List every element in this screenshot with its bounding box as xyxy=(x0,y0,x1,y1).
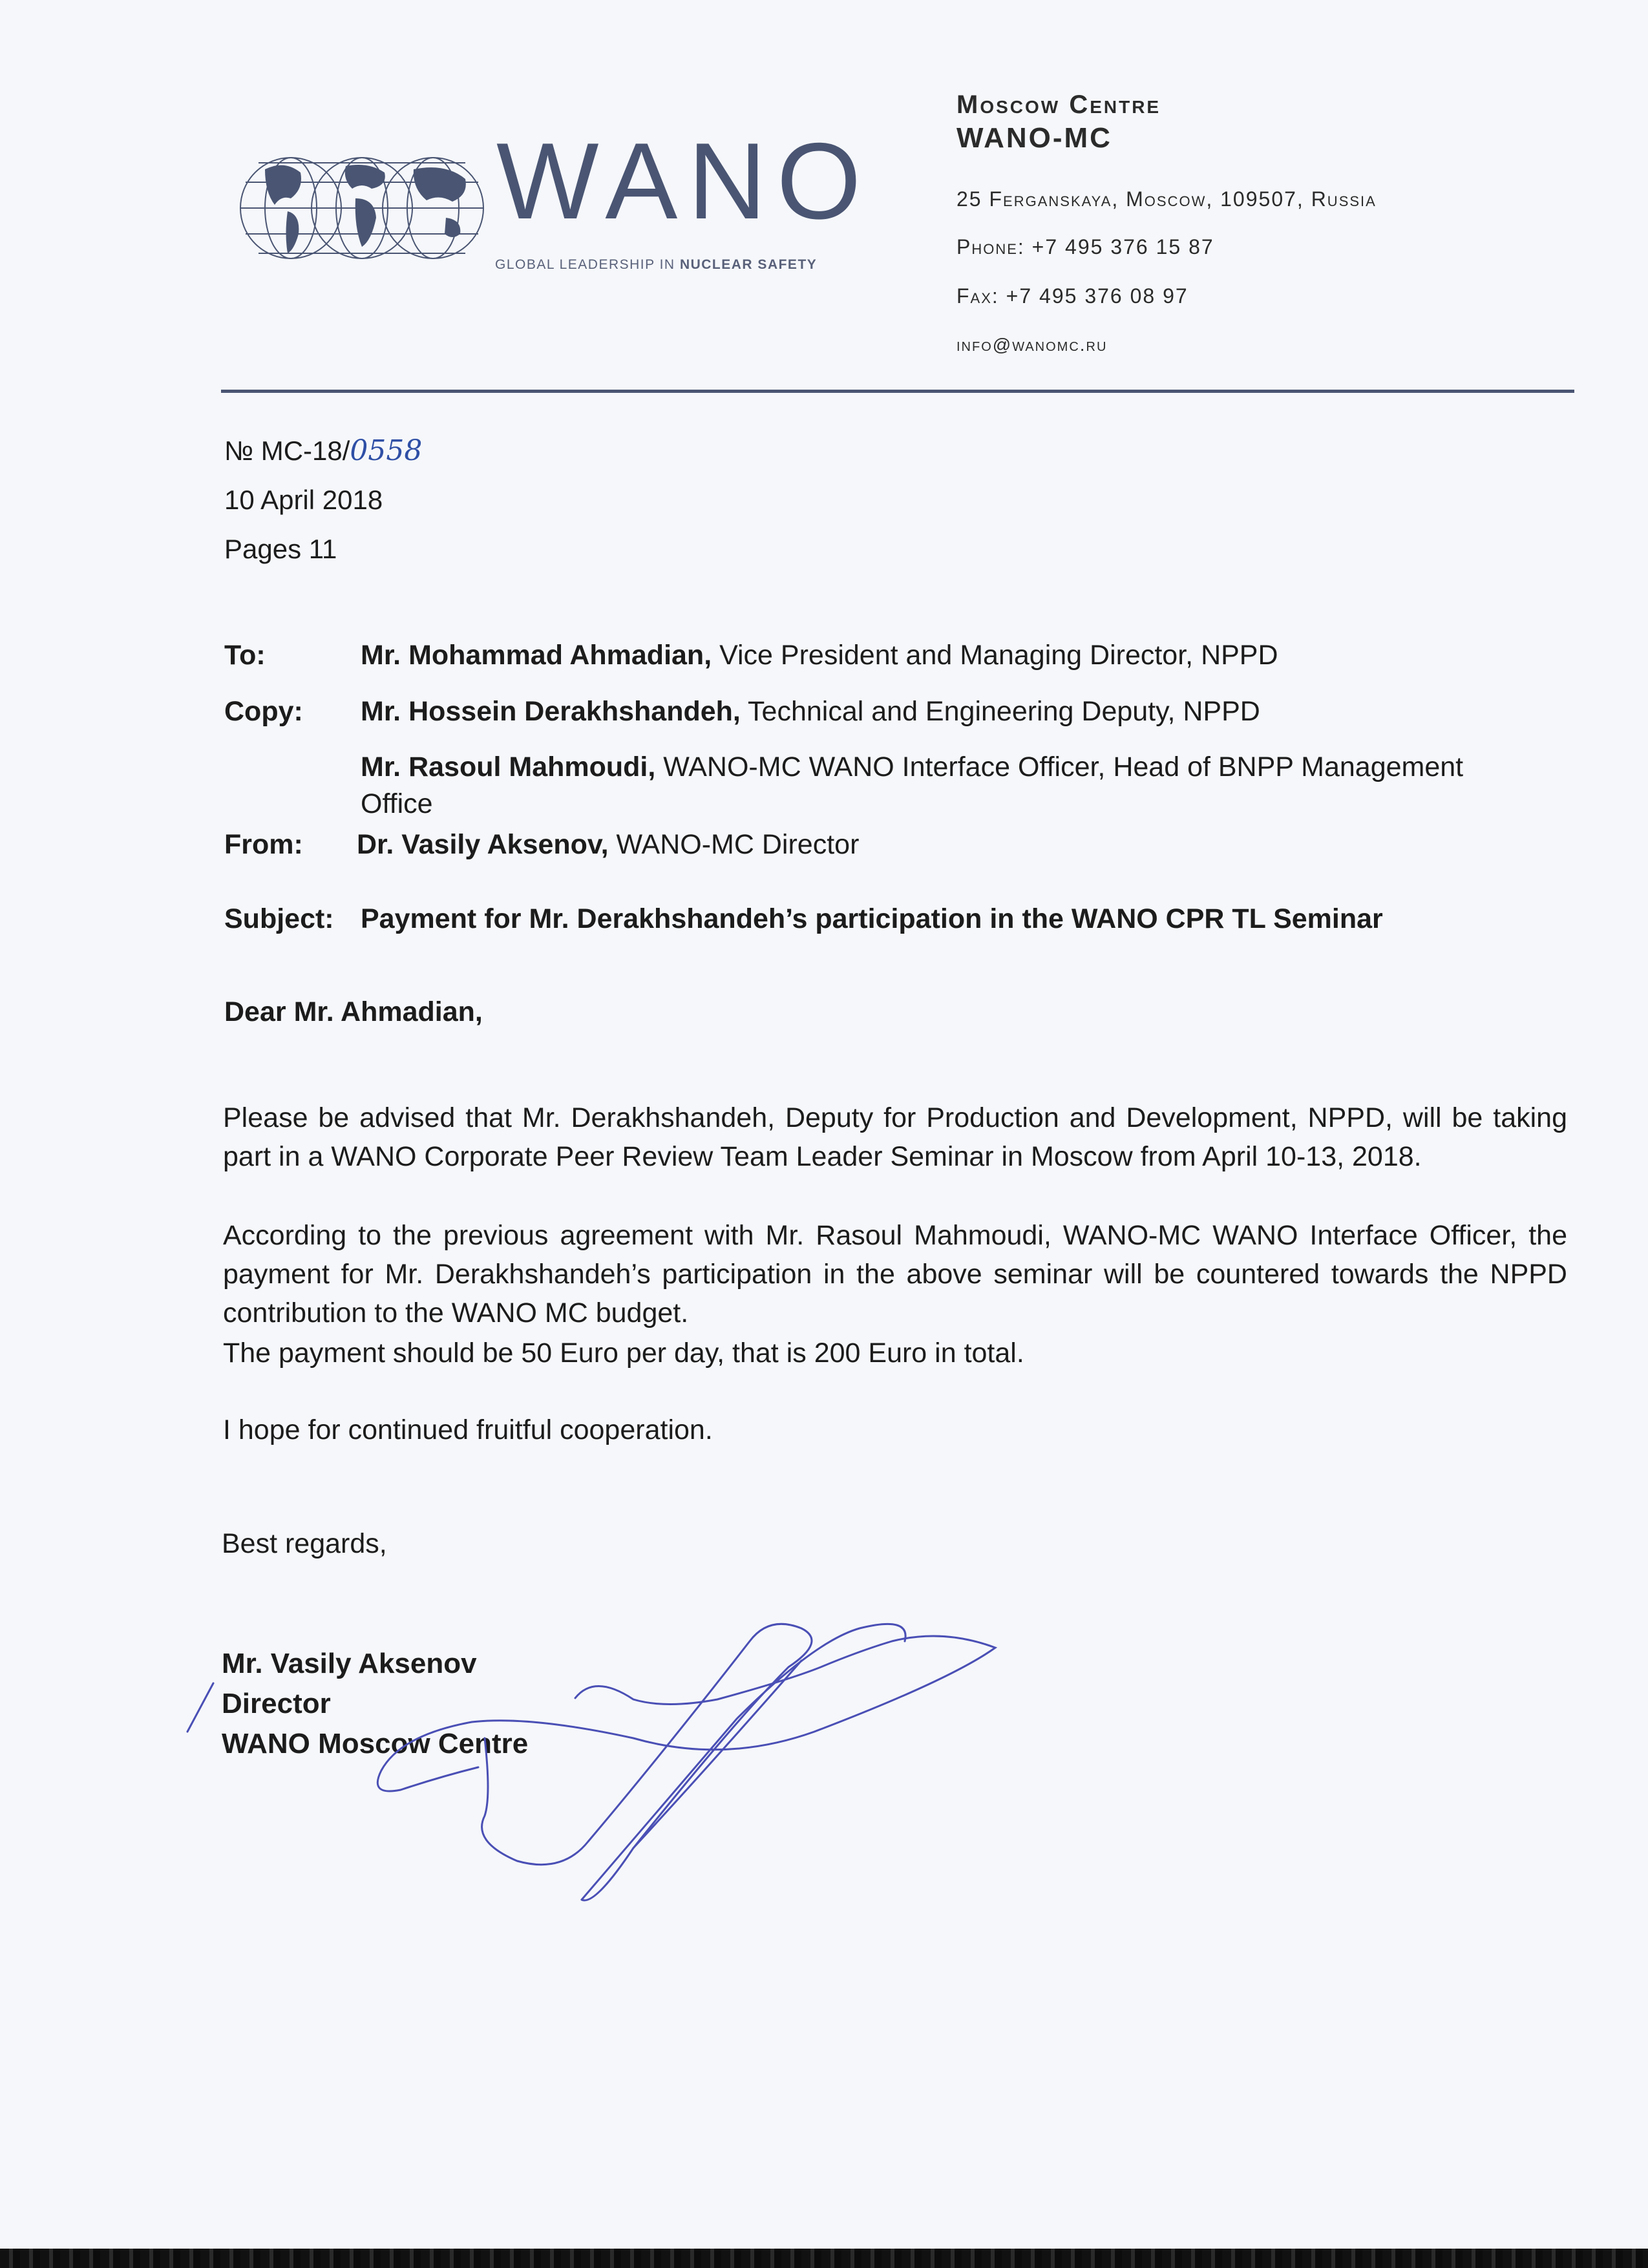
header-divider xyxy=(221,390,1574,393)
body-paragraph-1: Please be advised that Mr. Derakhshandeh, Deputy for Production and Development, NPPD, will be taking part in a WANO Corporate Peer Review Team Leader Seminar in Moscow from April 10-13, 2018. xyxy=(223,1102,1567,1172)
reference-number-handwritten: 0558 xyxy=(350,434,423,467)
body-paragraph-2: According to the previous agreement with Mr. Rasoul Mahmoudi, WANO-MC WANO Interface Officer, the payment for Mr. Derakhshandeh’s participation in the above seminar will be countered towards the NPPD contribution to the WANO MC budget. xyxy=(223,1220,1567,1328)
globe-icon xyxy=(239,143,485,273)
from-sender xyxy=(357,829,859,861)
subject-label: Subject: xyxy=(224,903,334,934)
scan-edge xyxy=(0,2249,1648,2268)
header-contact-block xyxy=(956,90,1377,355)
copy2-name: Mr. Rasoul Mahmoudi, xyxy=(361,751,656,782)
header-email: info@wanomc.ru xyxy=(956,335,1108,355)
from-label: From: xyxy=(224,829,303,860)
header-phone: Phone: +7 495 376 15 87 xyxy=(956,235,1214,258)
from-name: Dr. Vasily Aksenov, xyxy=(357,829,609,860)
header-org-name: Moscow Centre xyxy=(956,90,1161,119)
wano-logo xyxy=(239,120,872,277)
copy-recipient-1 xyxy=(361,696,1260,728)
logo-tagline-bold: NUCLEAR SAFETY xyxy=(679,257,818,272)
body-paragraph-3: The payment should be 50 Euro per day, that is 200 Euro in total. xyxy=(223,1338,1024,1369)
body-paragraph-4: I hope for continued fruitful cooperation. xyxy=(223,1414,713,1445)
copy-label: Copy: xyxy=(224,696,303,727)
logo-tagline-prefix: GLOBAL LEADERSHIP IN xyxy=(495,257,680,272)
header-org-code: WANO-MC xyxy=(956,122,1112,154)
reference-number-prefix: № MC-18/ xyxy=(224,436,350,466)
copy1-role: Technical and Engineering Deputy, NPPD xyxy=(740,696,1260,727)
signatory-organization: WANO Moscow Centre xyxy=(222,1728,529,1759)
signatory-title: Director xyxy=(222,1688,331,1719)
handwritten-signature xyxy=(168,1602,1021,2048)
logo-wordmark: WANO xyxy=(496,120,872,242)
copy2-role-continued: Office xyxy=(361,788,433,819)
subject-text: Payment for Mr. Derakhshandeh’s participation in the WANO CPR TL Seminar xyxy=(361,903,1383,934)
to-label: To: xyxy=(224,640,266,671)
logo-tagline xyxy=(495,257,817,273)
salutation: Dear Mr. Ahmadian, xyxy=(224,996,483,1027)
copy1-name: Mr. Hossein Derakhshandeh, xyxy=(361,696,741,727)
to-recipient xyxy=(361,640,1278,671)
reference-number xyxy=(224,434,422,467)
to-name: Mr. Mohammad Ahmadian, xyxy=(361,640,712,671)
reference-pages: Pages 11 xyxy=(224,534,337,564)
from-role: WANO-MC Director xyxy=(608,829,860,860)
copy2-role: WANO-MC WANO Interface Officer, Head of BNPP Management xyxy=(655,751,1464,782)
header-address: 25 Ferganskaya, Moscow, 109507, Russia xyxy=(956,187,1377,211)
closing: Best regards, xyxy=(222,1528,387,1559)
copy-recipient-2 xyxy=(361,751,1463,783)
to-role: Vice President and Managing Director, NPPD xyxy=(712,640,1278,671)
reference-date: 10 April 2018 xyxy=(224,485,383,515)
signatory-name: Mr. Vasily Aksenov xyxy=(222,1648,477,1679)
header-fax: Fax: +7 495 376 08 97 xyxy=(956,284,1188,308)
